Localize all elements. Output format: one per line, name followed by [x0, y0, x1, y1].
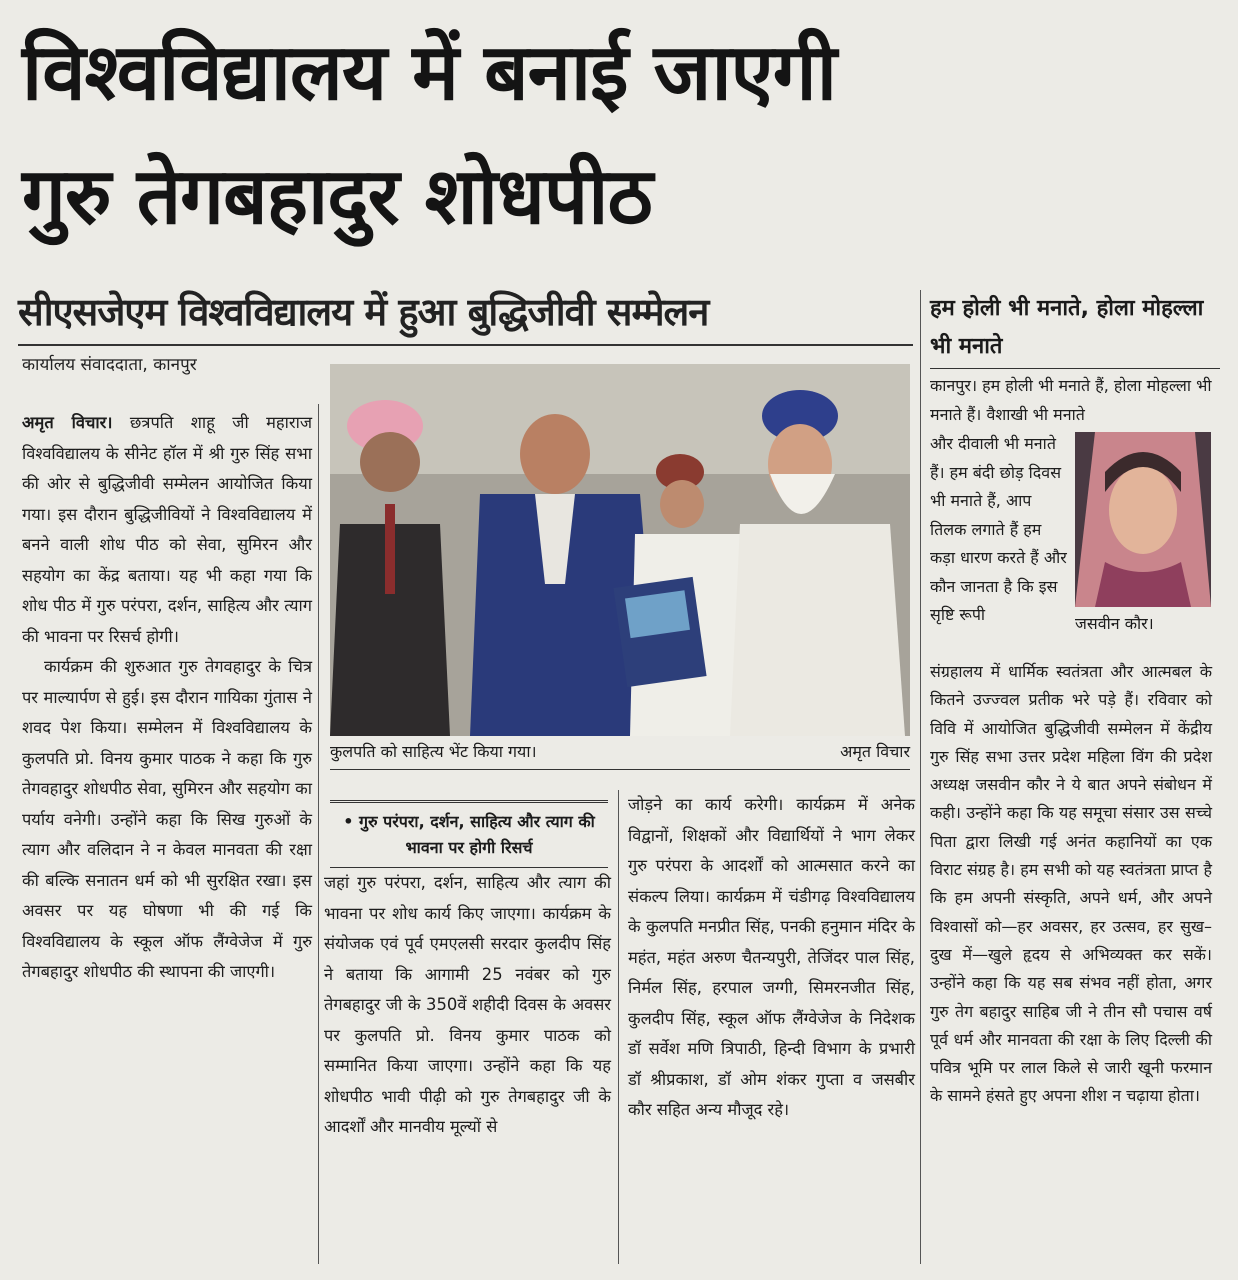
photo-caption: कुलपति को साहित्य भेंट किया गया।: [330, 742, 537, 761]
bullet-icon: •: [343, 812, 360, 831]
sidebar-title: हम होली भी मनाते, होला मोहल्ला भी मनाते: [930, 296, 1204, 359]
photo-credit: अमृत विचार: [840, 742, 910, 761]
headline-line-1: विश्वविद्यालय में बनाई जाएगी: [22, 28, 836, 118]
paragraph-1: छत्रपति शाहू जी महाराज विश्वविद्यालय के सीनेट हॉल में श्री गुरु सिंह सभा की ओर से बुद्धिजीवी सम्मेलन आयोजित किया गया। इस दौरान बुद्धिजीवियों ने विश्वविद्यालय में बनने वाली शोध पीठ को सेवा, सुमिरन और सहयोग का केंद्र बताया। यह भी कहा गया कि शोध पीठ में गुरु परंपरा, दर्शन, साहित्य और त्याग की भावना पर रिसर्च होगी।: [22, 413, 312, 646]
sidebar-title-rule: [930, 368, 1220, 369]
dateline: अमृत विचार।: [22, 413, 113, 432]
article-column-3: जोड़ने का कार्य करेगी। कार्यक्रम में अनेक विद्वानों, शिक्षकों और विद्यार्थियों ने भाग लेकर गुरु परंपरा के आदर्शों को आत्मसात करने का संकल्प लिया। कार्यक्रम में चंडीगढ़ विश्वविद्यालय के कुलपति मनप्रीत सिंह, पनकी हनुमान मंदिर के महंत, महंत अरुण चैतन्यपुरी, तेजिंदर पाल सिंह, निर्मल सिंह, हरपाल जग्गी, सिमरनजीत सिंह, कुलदीप सिंह, स्कूल ऑफ लैंग्वेजेज के निदेशक डॉ सर्वेश मणि त्रिपाठी, हिन्दी विभाग के प्रभारी डॉ श्रीप्रकाश, डॉ ओम शंकर गुप्ता व जसबीर कौर सहित अन्य मौजूद रहे।: [628, 795, 915, 1119]
portrait-caption: जसवीन कौर।: [1075, 614, 1154, 633]
headline-line-2: गुरु तेगबहादुर शोधपीठ: [22, 152, 652, 242]
event-photo: [330, 364, 910, 736]
column-divider-1: [318, 404, 319, 1264]
sidebar-divider: [920, 290, 921, 1264]
article-column-1: [22, 408, 312, 988]
subheadline: सीएसजेएम विश्वविद्यालय में हुआ बुद्धिजीवी सम्मेलन: [18, 290, 709, 334]
byline: कार्यालय संवाददाता, कानपुर: [22, 355, 197, 375]
sidebar-body: संग्रहालय में धार्मिक स्वतंत्रता और आत्मबल के कितने उज्ज्वल प्रतीक भरे पड़े हैं। रविवार को विवि में आयोजित बुद्धिजीवी सम्मेलन में केंद्रीय गुरु सिंह सभा उत्तर प्रदेश महिला विंग की प्रदेश अध्यक्ष जसवीन कौर ने ये बात अपने संबोधन में कही। उन्होंने कहा कि यह समूचा संसार उस सच्चे पिता द्वारा लिखी गई अनंत कहानियों का एक विराट संग्रह है। हम सभी को यह स्वतंत्रता प्राप्त है कि हम अपनी संस्कृति, अपने धर्म, और अपने विश्वासों को—हर अवसर, हर उत्सव, हर सुख–दुख में—खुले हृदय से अभिव्यक्त कर सकें। उन्होंने कहा कि यह सब संभव नहीं होता, अगर गुरु तेग बहादुर साहिब जी ने तीन सौ पचास वर्ष पूर्व धर्म और मानवता की रक्षा के लिए दिल्ली की पवित्र भूमि पर लाल किले से जारी खूनी फरमान के सामने हंसते हुए अपना शीश न चढ़ाया होता।: [930, 662, 1212, 1106]
box-heading-text: गुरु परंपरा, दर्शन, साहित्य और त्याग की भावना पर होगी रिसर्च: [359, 812, 595, 857]
column-divider-2: [618, 790, 619, 1264]
paragraph-2: कार्यक्रम की शुरुआत गुरु तेगवहादुर के चित्र पर माल्यार्पण से हुई। इस दौरान गायिका गुंतास ने शवद पेश किया। सम्मेलन में विश्वविद्यालय के कुलपति प्रो. विनय कुमार पाठक ने कहा कि गुरु तेगवहादुर शोधपीठ सेवा, सुमिरन और सहयोग का पर्याय वनेगी। उन्होंने कहा कि सिख गुरुओं के त्याग और वलिदान ने न केवल मानवता की रक्षा की बल्कि सनातन धर्म को भी सुरक्षित रखा। इस अवसर पर यह घोषणा भी की गई कि विश्वविद्यालय के स्कूल ऑफ लैंग्वेजेज में गुरु तेगबहादुर शोधपीठ की स्थापना की जाएगी।: [22, 657, 312, 981]
caption-rule: [330, 769, 910, 770]
subhead-rule: [18, 344, 913, 346]
article-column-2: जहां गुरु परंपरा, दर्शन, साहित्य और त्याग की भावना पर शोध कार्य किए जाएगा। कार्यक्रम के संयोजक एवं पूर्व एमएलसी सरदार कुलदीप सिंह ने बताया कि आगामी 25 नवंबर को गुरु तेगबहादुर जी के 350वें शहीदी दिवस के अवसर पर कुलपति प्रो. विनय कुमार पाठक को सम्मानित किया जाएगा। उन्होंने कहा कि यह शोधपीठ भावी पीढ़ी को गुरु तेगबहादुर जी के आदर्शों और मानवीय मूल्यों से: [324, 873, 611, 1136]
sidebar-narrow-text: और दीवाली भी मनाते हैं। हम बंदी छोड़ दिवस भी मनाते हैं, आप तिलक लगाते हैं हम कड़ा धारण करते हैं और कौन जानता है कि इस सृष्टि रूपी: [930, 434, 1067, 624]
sidebar-top-line: कानपुर। हम होली भी मनाते हैं, होला मोहल्ला भी मनाते हैं। वैशाखी भी मनाते: [930, 376, 1212, 424]
portrait-photo: [1075, 432, 1211, 607]
section-box-heading: [330, 800, 608, 868]
